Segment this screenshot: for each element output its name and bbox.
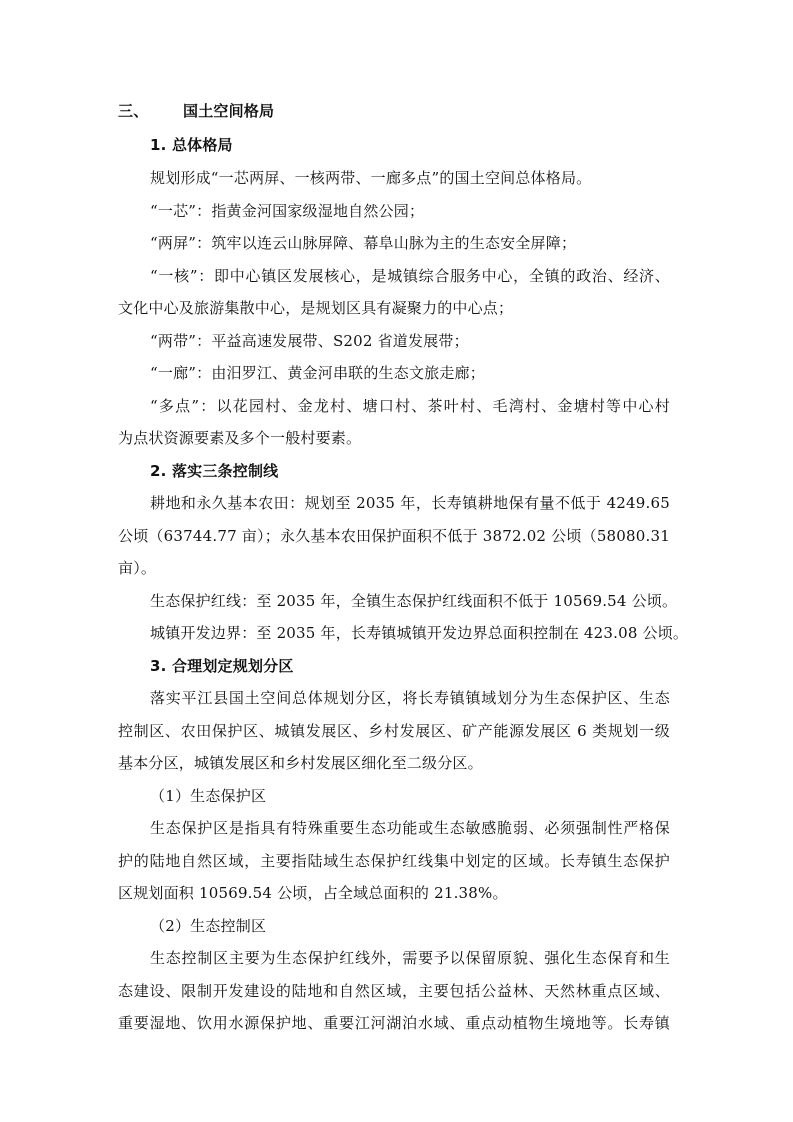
paragraph-eco-control-line2: 态建设、限制开发建设的陆地和自然区域，主要包括公益林、天然林重点区域、 (118, 982, 670, 1000)
paragraph-yihe-line2: 文化中心及旅游集散中心，是规划区具有凝聚力的中心点； (118, 299, 514, 317)
paragraph-liangping: “两屏”：筑牢以连云山脉屏障、幕阜山脉为主的生态安全屏障； (150, 234, 577, 252)
paragraph-duodian-line2: 为点状资源要素及多个一般村要素。 (118, 429, 362, 447)
section-number: 三、 (118, 102, 149, 120)
heading-planning-zones: 3. 合理划定规划分区 (150, 657, 294, 675)
paragraph-eco-control-line3: 重要湿地、饮用水源保护地、重要江河湖泊水域、重点动植物生境地等。长寿镇 (118, 1014, 670, 1032)
paragraph-duodian-line1: “多点”：以花园村、金龙村、塘口村、茶叶村、毛湾村、金塘村等中心村 (150, 397, 670, 415)
paragraph-yilang: “一廊”：由汨罗江、黄金河串联的生态文旅走廊； (150, 364, 485, 382)
section-title: 国土空间格局 (183, 102, 275, 120)
paragraph-eco-redline: 生态保护红线：至 2035 年，全镇生态保护红线面积不低于 10569.54 公顷。 (150, 592, 678, 610)
paragraph-zones-line2: 控制区、农田保护区、城镇发展区、乡村发展区、矿产能源发展区 6 类规划一级 (118, 722, 670, 740)
paragraph-farmland-line1: 耕地和永久基本农田：规划至 2035 年，长寿镇耕地保有量不低于 4249.65 (150, 494, 670, 512)
paragraph-overall-intro: 规划形成“一芯两屏、一核两带、一廊多点”的国土空间总体格局。 (150, 169, 592, 187)
paragraph-eco-protection-line1: 生态保护区是指具有特殊重要生态功能或生态敏感脆弱、必须强制性严格保 (150, 819, 670, 837)
paragraph-eco-protection-line2: 护的陆地自然区域，主要指陆域生态保护红线集中划定的区域。长寿镇生态保护 (118, 852, 670, 870)
paragraph-farmland-line2: 公顷（63744.77 亩）；永久基本农田保护面积不低于 3872.02 公顷（58080.31 (118, 527, 670, 545)
paragraph-zones-line1: 落实平江县国土空间总体规划分区，将长寿镇镇域划分为生态保护区、生态 (150, 689, 670, 707)
paragraph-yihe-line1: “一核”：即中心镇区发展核心，是城镇综合服务中心，全镇的政治、经济、 (150, 267, 670, 285)
subheading-eco-control-zone: （2）生态控制区 (150, 917, 267, 935)
heading-three-control-lines: 2. 落实三条控制线 (150, 462, 279, 480)
heading-overall-layout: 1. 总体格局 (150, 136, 233, 154)
paragraph-liangdai: “两带”：平益高速发展带、S202 省道发展带； (150, 332, 469, 350)
paragraph-eco-protection-line3: 区规划面积 10569.54 公顷，占全域总面积的 21.38%。 (118, 884, 508, 902)
paragraph-zones-line3: 基本分区，城镇发展区和乡村发展区细化至二级分区。 (118, 754, 483, 772)
paragraph-yixin: “一芯”：指黄金河国家级湿地自然公园； (150, 202, 425, 220)
paragraph-urban-boundary: 城镇开发边界：至 2035 年，长寿镇城镇开发边界总面积控制在 423.08 公顷。 (150, 624, 689, 642)
paragraph-eco-control-line1: 生态控制区主要为生态保护红线外，需要予以保留原貌、强化生态保育和生 (150, 949, 670, 967)
paragraph-farmland-line3: 亩）。 (118, 559, 157, 577)
subheading-eco-protection-zone: （1）生态保护区 (150, 787, 267, 805)
